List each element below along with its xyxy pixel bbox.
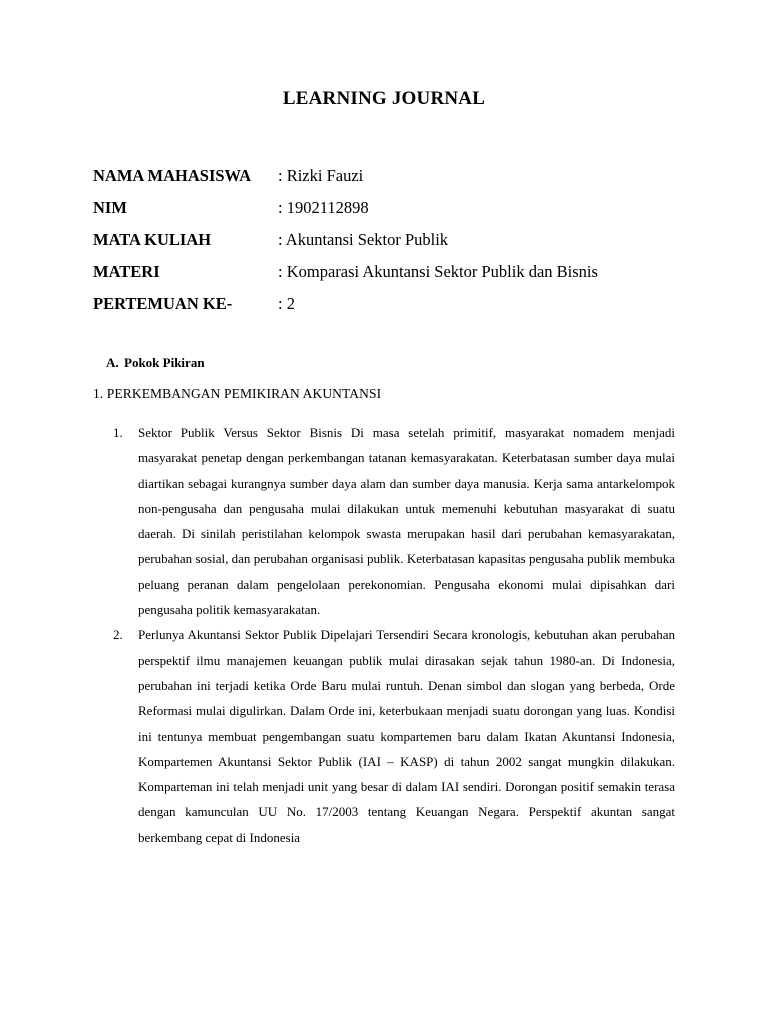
info-row-mata-kuliah [93,224,693,256]
list-item [113,622,675,850]
section-heading-a [106,355,205,371]
list-item-text: Sektor Publik Versus Sektor Bisnis Di masa setelah primitif, masyarakat nomadem menjadi masyarakat penetap dengan perkembangan tatanan kemasyarakatan. Keterbatasan sumber daya mulai diartikan sebagai kurangnya sumber daya alam dan sumber daya manusia. Kerja sama antarkelompok non-pengusaha dan pengusaha mulai dilakukan untuk memenuhi kebutuhan masyarakat di suatu daerah. Di sinilah peristilahan kelompok swasta merupakan hasil dari perubahan kemasyarakatan, perubahan sosial, dan perubahan organisasi publik. Keterbatasan kapasitas pengusaha publik membuka peluang peranan dalam pengelolaan perekonomian. Pengusaha ekonomi mulai dipisahkan dari pengusaha politik kemasyarakatan. [138,425,675,618]
info-value: : 2 [278,294,295,313]
list-item-number: 1. [113,425,123,440]
info-label: PERTEMUAN KE- [93,294,233,313]
info-value: : Komparasi Akuntansi Sektor Publik dan Bisnis [278,262,598,281]
student-info [93,160,693,320]
info-value: : 1902112898 [278,198,369,217]
list-item [113,420,675,622]
info-value: : Rizki Fauzi [278,166,364,185]
info-label: MATERI [93,262,160,281]
info-label: NIM [93,198,127,217]
info-row-materi [93,256,693,288]
numbered-list [113,420,675,850]
info-label: MATA KULIAH [93,230,212,249]
info-row-nama [93,160,693,192]
info-label: NAMA MAHASISWA [93,166,252,185]
subsection-heading: 1. PERKEMBANGAN PEMIKIRAN AKUNTANSI [93,386,382,401]
list-item-number: 2. [113,627,123,643]
section-title: Pokok Pikiran [124,355,205,370]
document-title: LEARNING JOURNAL [282,88,486,109]
info-row-nim [93,192,693,224]
list-item-text: Perlunya Akuntansi Sektor Publik Dipelajari Tersendiri Secara kronologis, kebutuhan akan perubahan perspektif ilmu manajemen keuangan publik mulai dirasakan sejak tahun 1980-an. Di Indonesia, perubahan ini terjadi ketika Orde Baru mulai runtuh. Denan simbol dan slogan yang berbeda, Orde Reformasi mulai digulirkan. Dalam Orde ini, keterbukaan menjadi suatu dorongan yang luas. Kondisi ini tentunya membuat pengembangan suatu kompartemen baru dalam Ikatan Akuntansi Indonesia, Kompartemen Akuntansi Sektor Publik (IAI – KASP) di tahun 2002 sangat mungkin dilakukan. Komparteman ini telah menjadi unit yang besar di dalam IAI sendiri. Dorongan positif semakin terasa dengan kamunculan UU No. 17/2003 tentang Keuangan Negara. Perspektif akuntan sangat berkembang cepat di Indonesia [138,627,675,845]
info-row-pertemuan [93,288,693,320]
section-letter: A. [106,355,119,370]
info-value: : Akuntansi Sektor Publik [278,230,449,249]
